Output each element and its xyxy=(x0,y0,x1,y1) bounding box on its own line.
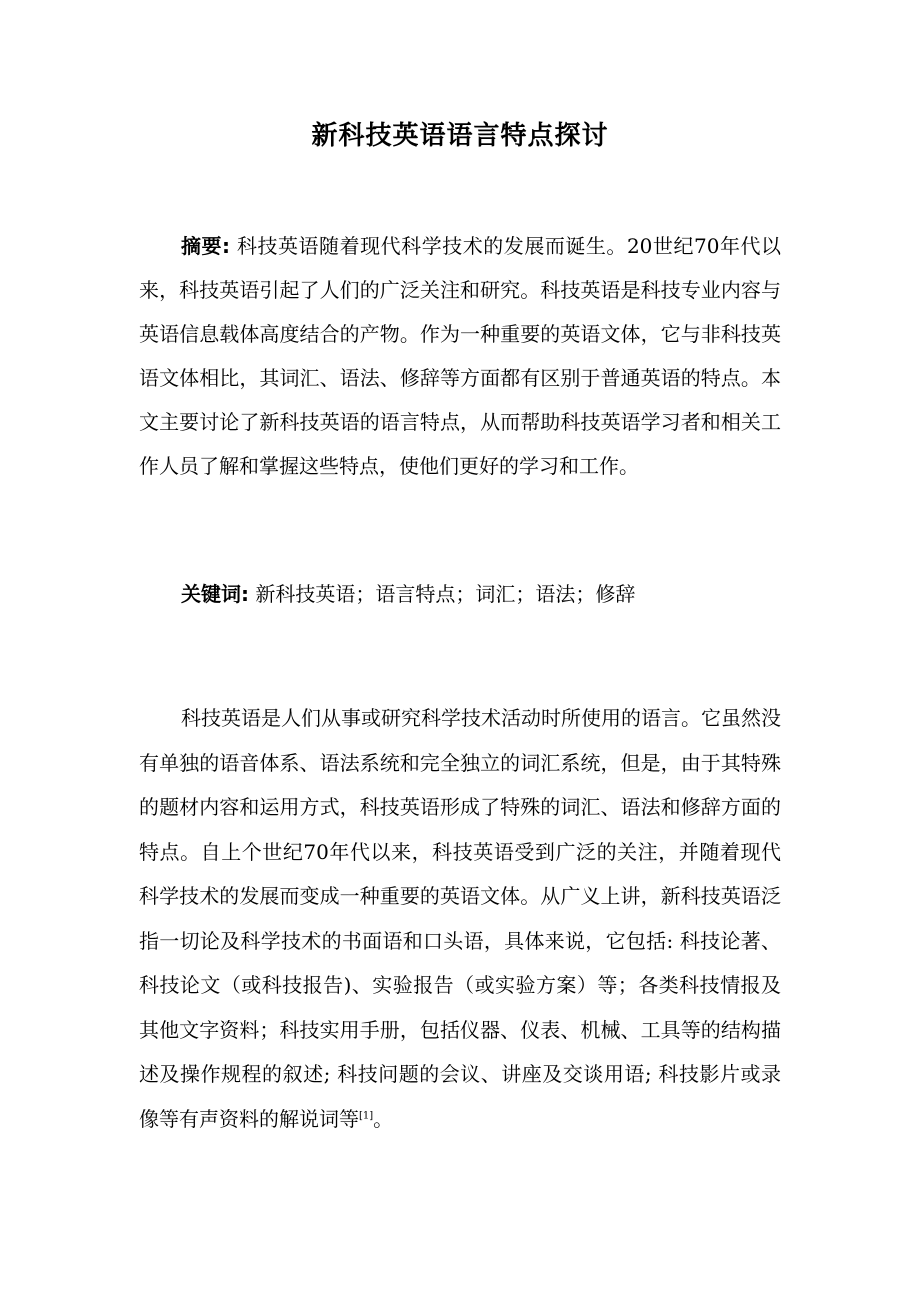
abstract-text: 科技英语随着现代科学技术的发展而诞生。20世纪70年代以来，科技英语引起了人们的广泛关注和研究。科技英语是科技专业内容与英语信息载体高度结合的产物。作为一种重要的英语文体，它与非科技英语文体相比，其词汇、语法、修辞等方面都有区别于普通英语的特点。本文主要讨论了新科技英语的语言特点，从而帮助科技英语学习者和相关工作人员了解和掌握这些特点，使他们更好的学习和工作。 xyxy=(139,234,782,478)
body-paragraph-text: 科技英语是人们从事或研究科学技术活动时所使用的语言。它虽然没有单独的语音体系、语法系统和完全独立的词汇系统，但是，由于其特殊的题材内容和运用方式，科技英语形成了特殊的词汇、语法和修辞方面的特点。自上个世纪70年代以来，科技英语受到广泛的关注，并随着现代科学技术的发展而变成一种重要的英语文体。从广义上讲，新科技英语泛指一切论及科学技术的书面语和口头语，具体来说，它包括: 科技论著、科技论文（或科技报告)、实验报告（或实验方案）等；各类科技情报及其他文字资料；科技实用手册，包括仪器、仪表、机械、工具等的结构描述及操作规程的叙述; 科技问题的会议、讲座及交谈用语; 科技影片或录像等有声资料的解说词等 xyxy=(139,706,781,1131)
abstract-label: 摘要: xyxy=(181,234,231,258)
body-paragraph xyxy=(139,696,781,1141)
abstract-paragraph xyxy=(139,224,781,488)
body-paragraph-end: 。 xyxy=(373,1106,394,1131)
page-title: 新科技英语语言特点探讨 xyxy=(311,121,609,151)
keywords-label: 关键词: xyxy=(181,582,249,606)
citation-reference[interactable]: [1] xyxy=(359,1109,374,1121)
keywords-paragraph xyxy=(139,572,781,616)
keywords-text: 新科技英语；语言特点；词汇；语法；修辞 xyxy=(255,582,636,606)
